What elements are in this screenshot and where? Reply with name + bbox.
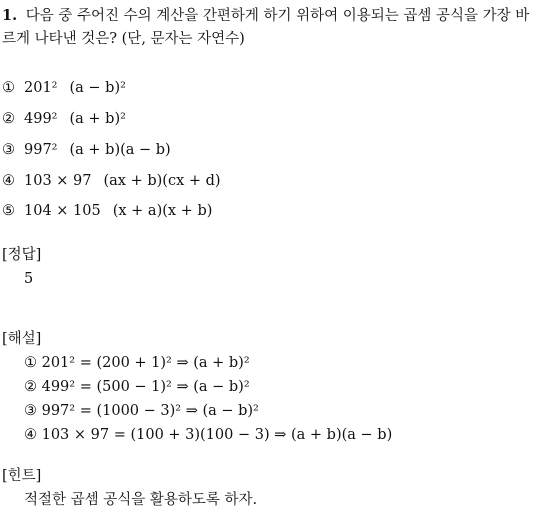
option-number: 104 × 105 [24,203,101,219]
option-number: 103 × 97 [24,173,92,189]
question-stem [2,4,530,51]
explanation-line-1: ① 201² = (200 + 1)² ⇒ (a + b)² [24,355,250,371]
explanation-line-2: ② 499² = (500 − 1)² ⇒ (a − b)² [24,379,250,395]
option-4[interactable] [2,170,221,192]
option-number: 201² [24,80,58,96]
option-formula: (a − b)² [69,80,126,96]
hint-text: 적절한 곱셈 공식을 활용하도록 하자. [24,492,258,508]
explanation-line-4: ④ 103 × 97 = (100 + 3)(100 − 3) ⇒ (a + b)(a − b) [24,427,393,443]
option-3[interactable] [2,139,171,161]
option-marker: ③ [2,142,15,158]
explanation-label: [해설] [2,331,42,347]
answer-label: [정답] [2,247,42,263]
option-5[interactable] [2,200,212,222]
option-number: 997² [24,142,58,158]
option-formula: (a + b)(a − b) [69,142,171,158]
option-1[interactable] [2,77,126,99]
option-marker: ① [2,80,15,96]
option-marker: ⑤ [2,203,15,219]
option-formula: (a + b)² [69,111,126,127]
question-text: 다음 중 주어진 수의 계산을 간편하게 하기 위하여 이용되는 곱셈 공식을 가장 바르게 나타낸 것은? (단, 문자는 자연수) [2,8,530,47]
option-number: 499² [24,111,58,127]
option-formula: (ax + b)(cx + d) [103,173,221,189]
option-formula: (x + a)(x + b) [112,203,213,219]
answer-value: 5 [24,271,34,287]
option-marker: ② [2,111,15,127]
explanation-line-3: ③ 997² = (1000 − 3)² ⇒ (a − b)² [24,403,259,419]
hint-label: [힌트] [2,468,42,484]
question-number: 1. [2,7,18,24]
option-2[interactable] [2,108,126,130]
option-marker: ④ [2,173,15,189]
